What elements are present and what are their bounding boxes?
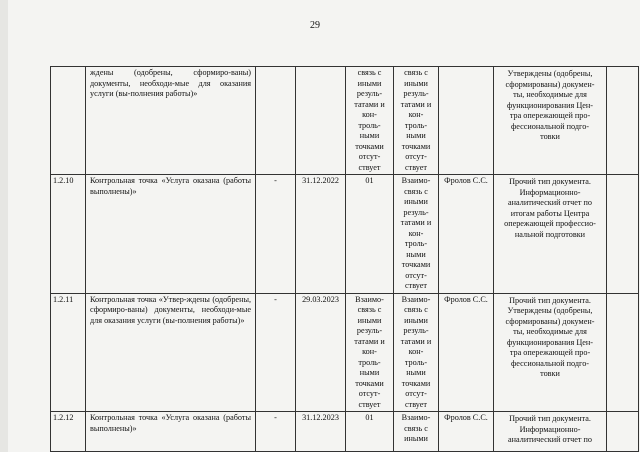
- row-responsible: Фролов С.С.: [439, 412, 494, 452]
- row-name: Контрольная точка «Услуга оказана (работы выполнены)»: [86, 412, 256, 452]
- row-prev-link: Взаимо- связь с иными резуль- татами и кон- троль- ными точками отсут- ствует: [346, 293, 394, 412]
- row-number: 1.2.12: [51, 412, 86, 452]
- row-start: -: [256, 412, 296, 452]
- row-start: -: [256, 293, 296, 412]
- row-responsible: Фролов С.С.: [439, 293, 494, 412]
- row-start: -: [256, 175, 296, 294]
- row-name: Контрольная точка «Услуга оказана (работы выполнены)»: [86, 175, 256, 294]
- row-responsible: [439, 67, 494, 175]
- row-prev-link: 01: [346, 412, 394, 452]
- row-name: Контрольная точка «Утвер-ждены (одобрены, сформиро-ваны) документы, необходи-мые для оказания услуги (вы-полнения работы)»: [86, 293, 256, 412]
- row-extra: [607, 293, 639, 412]
- row-number: [51, 67, 86, 175]
- row-next-link: Взаимо- связь с иными: [394, 412, 439, 452]
- table-row: [51, 175, 639, 294]
- row-number: 1.2.10: [51, 175, 86, 294]
- table-row: [51, 412, 639, 452]
- row-next-link: Взаимо- связь с иными резуль- татами и кон- троль- ными точками отсут- ствует: [394, 293, 439, 412]
- row-responsible: Фролов С.С.: [439, 175, 494, 294]
- row-extra: [607, 412, 639, 452]
- row-date: 31.12.2022: [296, 175, 346, 294]
- row-date: [296, 67, 346, 175]
- table-row: [51, 67, 639, 175]
- row-start: [256, 67, 296, 175]
- row-extra: [607, 67, 639, 175]
- row-description: Утверждены (одобрены, сформированы) докумен- ты, необходимые для функционирования Цен- тра опережающей про- фессиональной подго- товки: [494, 67, 607, 175]
- page-number: 29: [310, 20, 320, 31]
- table-row: [51, 293, 639, 412]
- row-extra: [607, 175, 639, 294]
- row-prev-link: связь с иными резуль- татами и кон- троль- ными точками отсут- ствует: [346, 67, 394, 175]
- row-next-link: Взаимо- связь с иными резуль- татами и кон- троль- ными точками отсут- ствует: [394, 175, 439, 294]
- row-date: 29.03.2023: [296, 293, 346, 412]
- row-description: Прочий тип документа. Информационно- аналитический отчет по итогам работы Центра опережающей профессио- нальной подготовки: [494, 175, 607, 294]
- row-date: 31.12.2023: [296, 412, 346, 452]
- row-prev-link: 01: [346, 175, 394, 294]
- scan-edge-shadow: [0, 0, 8, 452]
- row-description: Прочий тип документа. Утверждены (одобрены, сформированы) докумен- ты, необходимые для функционирования Цен- тра опережающей про- фессиональной подго- товки: [494, 293, 607, 412]
- row-next-link: связь с иными резуль- татами и кон- троль- ными точками отсут- ствует: [394, 67, 439, 175]
- control-points-table: [50, 66, 639, 452]
- row-number: 1.2.11: [51, 293, 86, 412]
- row-description: Прочий тип документа. Информационно- аналитический отчет по: [494, 412, 607, 452]
- row-name: ждены (одобрены, сформиро-ваны) документы, необходи-мые для оказания услуги (вы-полнения работы)»: [86, 67, 256, 175]
